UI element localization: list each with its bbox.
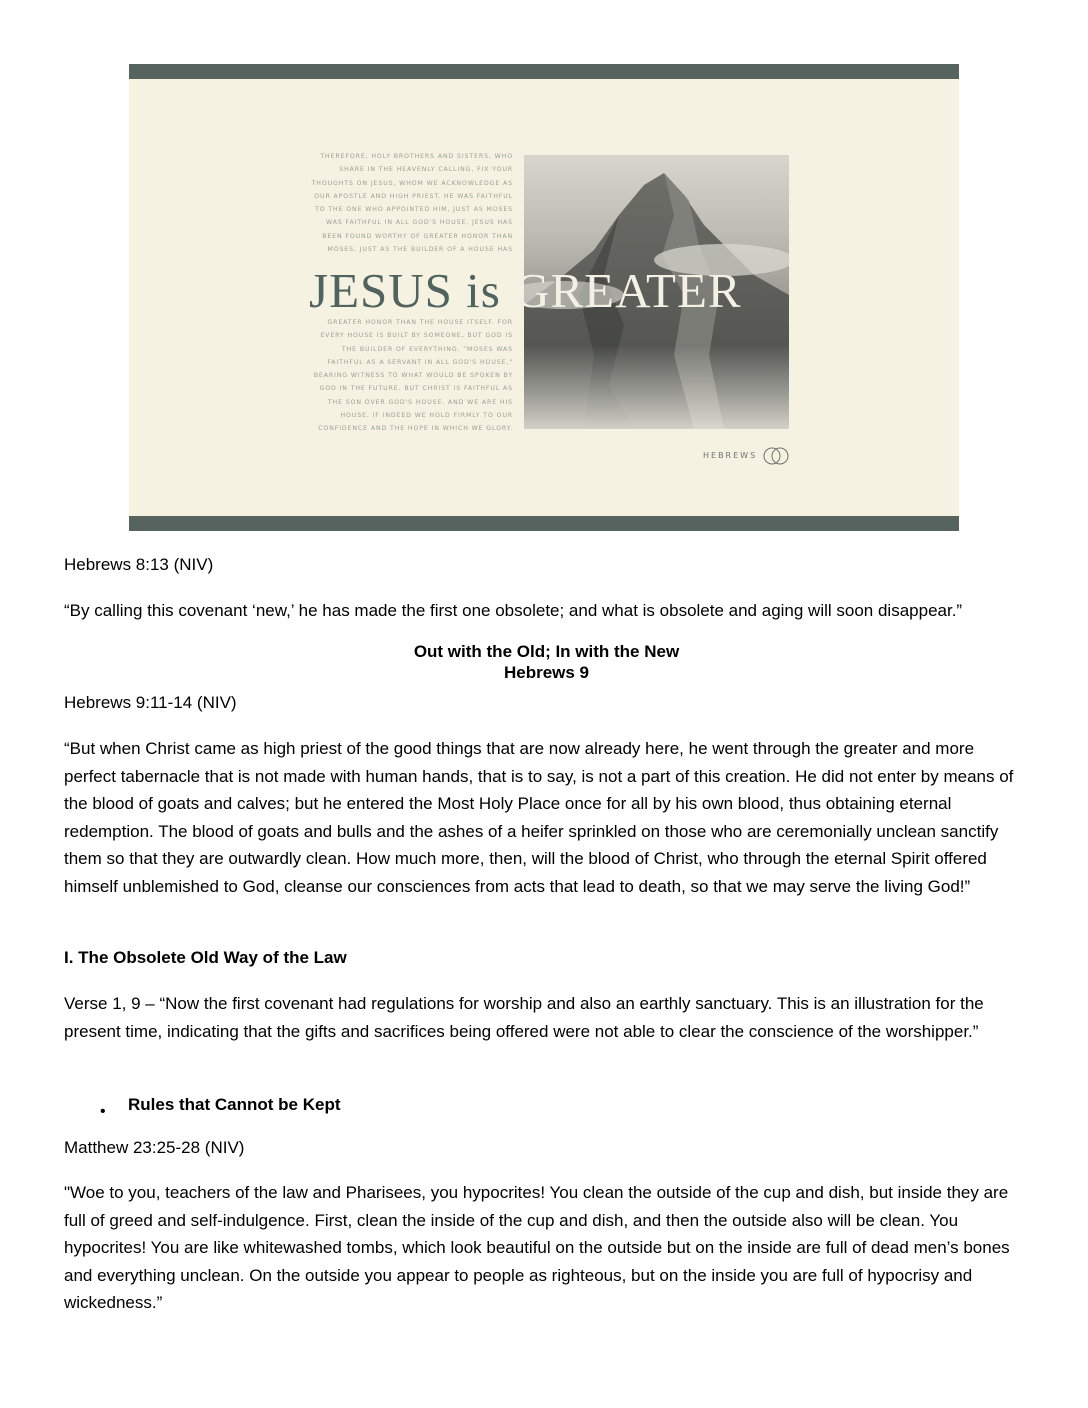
scripture-quote-hebrews-8: “By calling this covenant ‘new,’ he has made the first one obsolete; and what is obsolete and aging will soon disappear.”	[64, 601, 963, 620]
bullet-marker: •	[100, 1103, 106, 1120]
scripture-reference-hebrews-8: Hebrews 8:13 (NIV)	[64, 555, 214, 574]
title-greater: GREATER	[514, 263, 742, 318]
interlocking-rings-icon	[761, 446, 791, 466]
title-jesus: JESUS	[309, 263, 453, 318]
series-label: HEBREWS	[703, 451, 758, 460]
banner-bottom-bar	[129, 516, 959, 531]
sermon-title: Out with the Old; In with the New	[413, 642, 680, 661]
banner-scripture-bottom: GREATER HONOR THAN THE HOUSE ITSELF. FOR EVERY HOUSE IS BUILT BY SOMEONE, BUT GOD IS THE BUILDER OF EVERYTHING. "MOSES WAS FAITHFUL AS A SERVANT IN ALL GOD'S HOUSE," BEARING WITNESS TO WHAT WOULD BE SPOKEN BY GOD IN THE FUTURE. BUT CHRIST IS FAITHFUL AS THE SON OVER GOD'S HOUSE. AND WE ARE HIS HOUSE, IF INDEED WE HOLD FIRMLY TO OUR CONFIDENCE AND THE HOPE IN WHICH WE GLORY.	[313, 319, 513, 433]
scripture-reference-hebrews-9: Hebrews 9:11-14 (NIV)	[64, 693, 237, 712]
verse-1-9-text: Verse 1, 9 – “Now the first covenant had regulations for worship and also an earthly sanctuary. This is an illustration for the present time, indicating that the gifts and sacrifices being offered were not able to clear the conscience of the worshipper.”	[64, 994, 984, 1041]
banner-top-bar	[129, 64, 959, 79]
banner-scripture-top: THEREFORE, HOLY BROTHERS AND SISTERS, WHO SHARE IN THE HEAVENLY CALLING, FIX YOUR THOUGHTS ON JESUS, WHOM WE ACKNOWLEDGE AS OUR APOSTLE AND HIGH PRIEST. HE WAS FAITHFUL TO THE ONE WHO APPOINTED HIM, JUST AS MOSES WAS FAITHFUL IN ALL GOD'S HOUSE. JESUS HAS BEEN FOUND WORTHY OF GREATER HONOR THAN MOSES, JUST AS THE BUILDER OF A HOUSE HAS	[311, 153, 513, 254]
sermon-subtitle: Hebrews 9	[503, 663, 590, 682]
banner-title	[309, 261, 742, 321]
section-heading-obsolete-law: I. The Obsolete Old Way of the Law	[64, 948, 347, 967]
bullet-rules-cannot-be-kept: Rules that Cannot be Kept	[128, 1095, 341, 1114]
scripture-quote-matthew-23: "Woe to you, teachers of the law and Pharisees, you hypocrites! You clean the outside of the cup and dish, but inside they are full of greed and self-indulgence. First, clean the inside of the cup and dish, and then the outside also will be clean. You hypocrites! You are like whitewashed tombs, which look beautiful on the outside but on the inside are full of dead men’s bones and everything unclean. On the outside you appear to people as righteous, but on the inside you are full of hypocrisy and wickedness.”	[64, 1183, 1010, 1312]
scripture-reference-matthew-23: Matthew 23:25-28 (NIV)	[64, 1138, 245, 1157]
sermon-banner-image	[129, 64, 959, 531]
scripture-quote-hebrews-9: “But when Christ came as high priest of the good things that are now already here, he went through the greater and more perfect tabernacle that is not made with human hands, that is to say, is not a part of this creation. He did not enter by means of the blood of goats and calves; but he entered the Most Holy Place once for all by his own blood, thus obtaining eternal redemption. The blood of goats and bulls and the ashes of a heifer sprinkled on those who are ceremonially unclean sanctify them so that they are outwardly clean. How much more, then, will the blood of Christ, who through the eternal Spirit offered himself unblemished to God, cleanse our consciences from acts that lead to death, so that we may serve the living God!”	[64, 739, 1014, 896]
title-is: is	[466, 263, 501, 318]
